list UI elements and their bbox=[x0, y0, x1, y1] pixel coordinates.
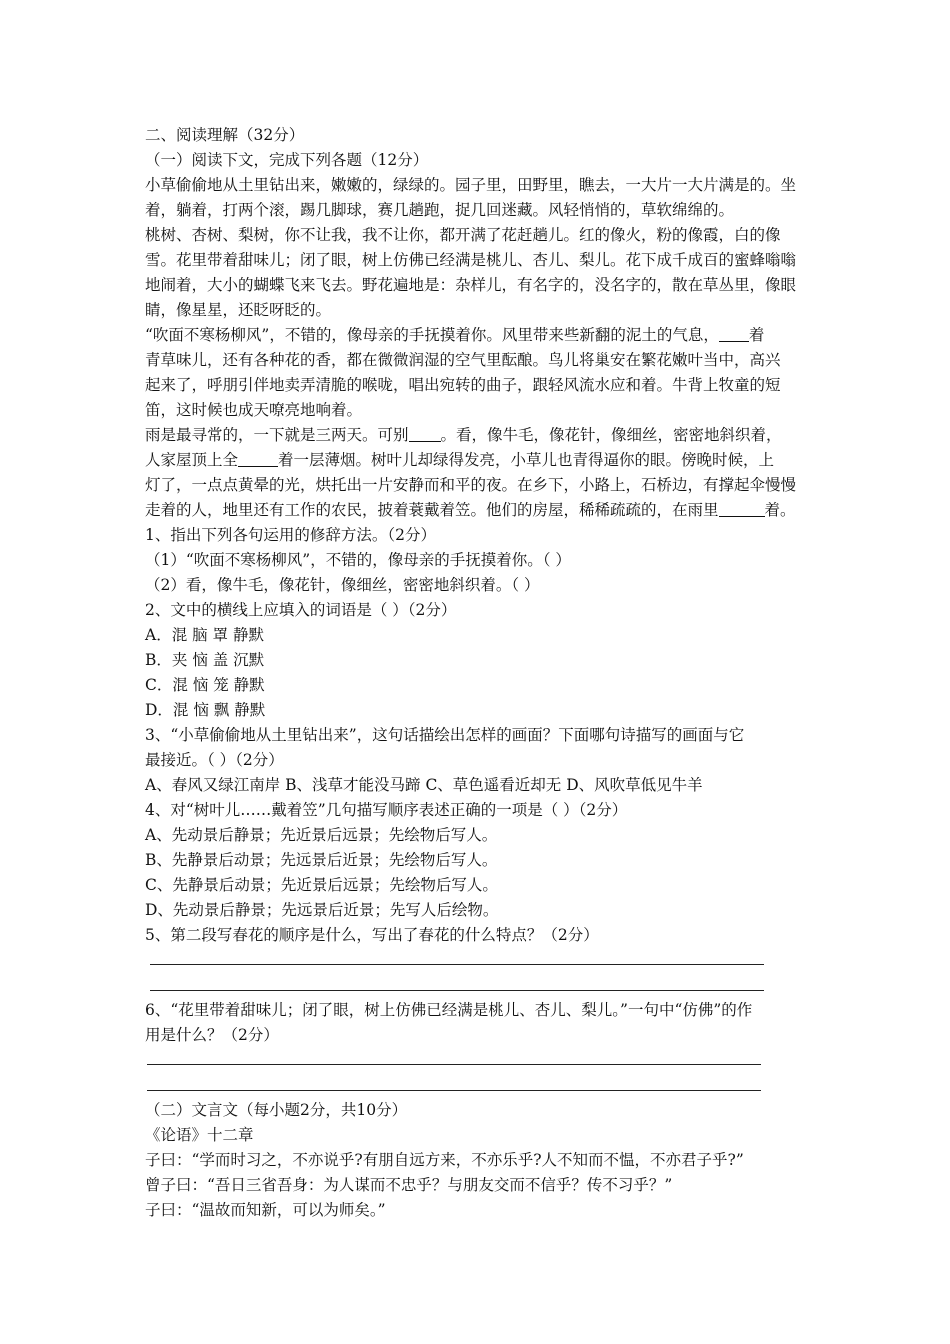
passage-line: 地闹着，大小的蝴蝶飞来飞去。野花遍地是：杂样儿，有名字的，没名字的，散在草丛里，像眼 bbox=[145, 276, 797, 294]
question-2-option: A．混 脑 罩 静默 bbox=[145, 626, 264, 644]
question-5: 5、第二段写春花的顺序是什么，写出了春花的什么特点？（2分） bbox=[145, 926, 599, 944]
fill-blank[interactable] bbox=[719, 340, 749, 342]
passage-line: 青草味儿，还有各种花的香，都在微微润湿的空气里酝酿。鸟儿将巢安在繁花嫩叶当中，高兴 bbox=[145, 351, 781, 369]
passage-text: 雨是最寻常的，一下就是三两天。可别 bbox=[145, 426, 409, 444]
passage-text: 。看，像牛毛，像花针，像细丝，密密地斜织着， bbox=[440, 426, 782, 444]
part1-heading: （一）阅读下文，完成下列各题（12分） bbox=[145, 151, 429, 169]
passage-line bbox=[145, 449, 815, 471]
passage-line bbox=[145, 424, 815, 446]
part2-heading: （二）文言文（每小题2分，共10分） bbox=[145, 1101, 408, 1119]
classical-text-line: 子曰：“学而时习之，不亦说乎?有朋自远方来，不亦乐乎?人不知而不愠，不亦君子乎?” bbox=[145, 1151, 744, 1169]
question-1: 1、指出下列各句运用的修辞方法。（2分） bbox=[145, 526, 436, 544]
classical-text-line: 曾子曰：“吾日三省吾身：为人谋而不忠乎？与朋友交而不信乎？传不习乎？” bbox=[145, 1176, 673, 1194]
answer-line[interactable] bbox=[150, 990, 764, 991]
fill-blank[interactable] bbox=[719, 515, 765, 517]
passage-text: “吹面不寒杨柳风”，不错的，像母亲的手抚摸着你。风里带来些新翻的泥土的气息， bbox=[145, 326, 719, 344]
passage-text: 着 bbox=[748, 326, 765, 344]
passage-line bbox=[145, 324, 815, 346]
part2-title: 《论语》十二章 bbox=[145, 1126, 254, 1144]
passage-line: 桃树、杏树、梨树，你不让我，我不让你，都开满了花赶趟儿。红的像火，粉的像霞，白的像 bbox=[145, 226, 781, 244]
question-1-item: （2）看，像牛毛，像花针，像细丝，密密地斜织着。（ ） bbox=[145, 576, 540, 594]
passage-text: 着一层薄烟。树叶儿却绿得发亮，小草儿也青得逼你的眼。傍晚时候，上 bbox=[278, 451, 775, 469]
passage-line: 着，躺着，打两个滚，踢几脚球，赛几趟跑，捉几回迷藏。风轻悄悄的，草软绵绵的。 bbox=[145, 201, 735, 219]
question-2: 2、文中的横线上应填入的词语是（ ）（2分） bbox=[145, 601, 457, 619]
passage-line bbox=[145, 499, 815, 521]
question-2-option: C．混 恼 笼 静默 bbox=[145, 676, 265, 694]
section-title: 二、阅读理解（32分） bbox=[145, 126, 305, 144]
question-3-options: A、春风又绿江南岸 B、浅草才能没马蹄 C、草色遥看近却无 D、风吹草低见牛羊 bbox=[145, 776, 703, 794]
question-4: 4、对“树叶儿……戴着笠”几句描写顺序表述正确的一项是（ ）（2分） bbox=[145, 801, 628, 819]
question-4-option: D、先动景后静景；先远景后近景；先写人后绘物。 bbox=[145, 901, 499, 919]
passage-text: 走着的人，地里还有工作的农民，披着蓑戴着笠。他们的房屋，稀稀疏疏的，在雨里 bbox=[145, 501, 719, 519]
question-3: 3、“小草偷偷地从土里钻出来”，这句话描绘出怎样的画面？下面哪句诗描写的画面与它 bbox=[145, 726, 745, 744]
question-2-option: B．夹 恼 盖 沉默 bbox=[145, 651, 265, 669]
passage-text: 着。 bbox=[764, 501, 796, 519]
answer-line[interactable] bbox=[147, 1090, 761, 1091]
classical-text-line: 子曰：“温故而知新，可以为师矣。” bbox=[145, 1201, 386, 1219]
passage-line: 灯了，一点点黄晕的光，烘托出一片安静而和平的夜。在乡下，小路上，石桥边，有撑起伞慢慢 bbox=[145, 476, 797, 494]
question-4-option: B、先静景后动景；先远景后近景；先绘物后写人。 bbox=[145, 851, 498, 869]
passage-line: 雪。花里带着甜味儿；闭了眼，树上仿佛已经满是桃儿、杏儿、梨儿。花下成千成百的蜜蜂嗡嗡 bbox=[145, 251, 797, 269]
question-4-option: A、先动景后静景；先近景后远景；先绘物后写人。 bbox=[145, 826, 498, 844]
question-4-option: C、先静景后动景；先近景后远景；先绘物后写人。 bbox=[145, 876, 498, 894]
fill-blank[interactable] bbox=[238, 465, 278, 467]
answer-line[interactable] bbox=[150, 964, 764, 965]
question-1-item: （1）“吹面不寒杨柳风”，不错的，像母亲的手抚摸着你。（ ） bbox=[145, 551, 571, 569]
fill-blank[interactable] bbox=[409, 440, 441, 442]
passage-line: 睛，像星星，还眨呀眨的。 bbox=[145, 301, 332, 319]
passage-line: 小草偷偷地从土里钻出来，嫩嫩的，绿绿的。园子里，田野里，瞧去，一大片一大片满是的。坐 bbox=[145, 176, 797, 194]
question-6: 用是什么？（2分） bbox=[145, 1026, 279, 1044]
passage-line: 起来了，呼朋引伴地卖弄清脆的喉咙，唱出宛转的曲子，跟轻风流水应和着。牛背上牧童的短 bbox=[145, 376, 781, 394]
passage-text: 人家屋顶上全 bbox=[145, 451, 239, 469]
question-2-option: D．混 恼 飘 静默 bbox=[145, 701, 266, 719]
question-3: 最接近。（ ）（2分） bbox=[145, 751, 284, 769]
answer-line[interactable] bbox=[147, 1064, 761, 1065]
question-6: 6、“花里带着甜味儿；闭了眼，树上仿佛已经满是桃儿、杏儿、梨儿。”一句中“仿佛”的作 bbox=[145, 1001, 753, 1019]
passage-line: 笛，这时候也成天嘹亮地响着。 bbox=[145, 401, 363, 419]
